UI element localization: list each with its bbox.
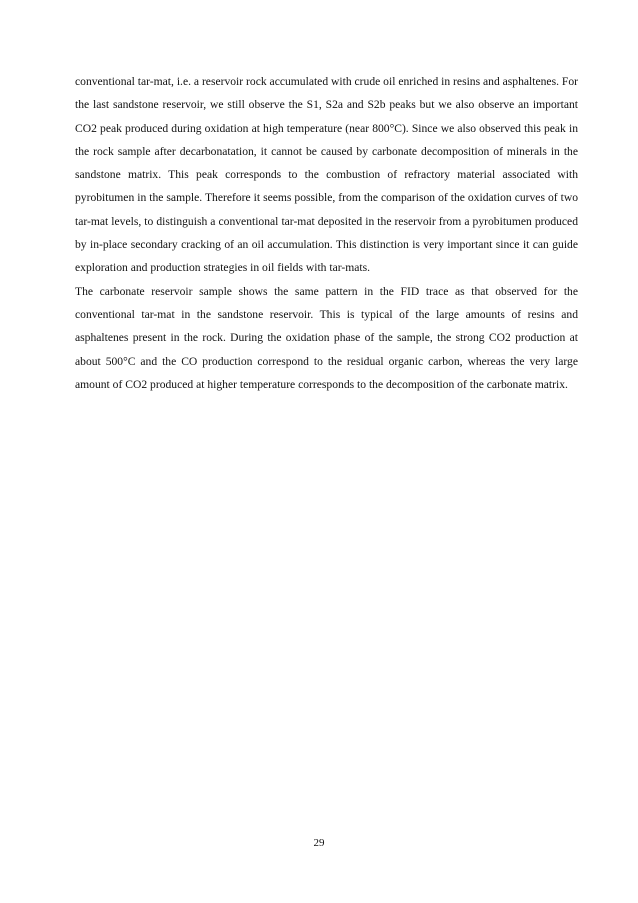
paragraph-2: The carbonate reservoir sample shows the same pattern in the FID trace as that observed for the conventional tar-mat in the sandstone reservoir. This is typical of the large amounts of resins and asphaltenes present in the rock. During the oxidation phase of the sample, the strong CO2 production at about 500°C and the CO production correspond to the residual organic carbon, whereas the very large amount of CO2 produced at higher temperature corresponds to the decomposition of the carbonate matrix.	[75, 284, 578, 391]
body-text	[75, 70, 578, 396]
paragraph-1: conventional tar-mat, i.e. a reservoir rock accumulated with crude oil enriched in resins and asphaltenes. For the last sandstone reservoir, we still observe the S1, S2a and S2b peaks but we also observe an important CO2 peak produced during oxidation at high temperature (near 800°C). Since we also observed this peak in the rock sample after decarbonatation, it cannot be caused by carbonate decomposition of minerals in the sandstone matrix. This peak corresponds to the combustion of refractory material associated with pyrobitumen in the sample. Therefore it seems possible, from the comparison of the oxidation curves of two tar-mat levels, to distinguish a conventional tar-mat deposited in the reservoir from a pyrobitumen produced by in-place secondary cracking of an oil accumulation. This distinction is very important since it can guide exploration and production strategies in oil fields with tar-mats.	[75, 75, 578, 275]
page-number: 29	[313, 837, 325, 849]
